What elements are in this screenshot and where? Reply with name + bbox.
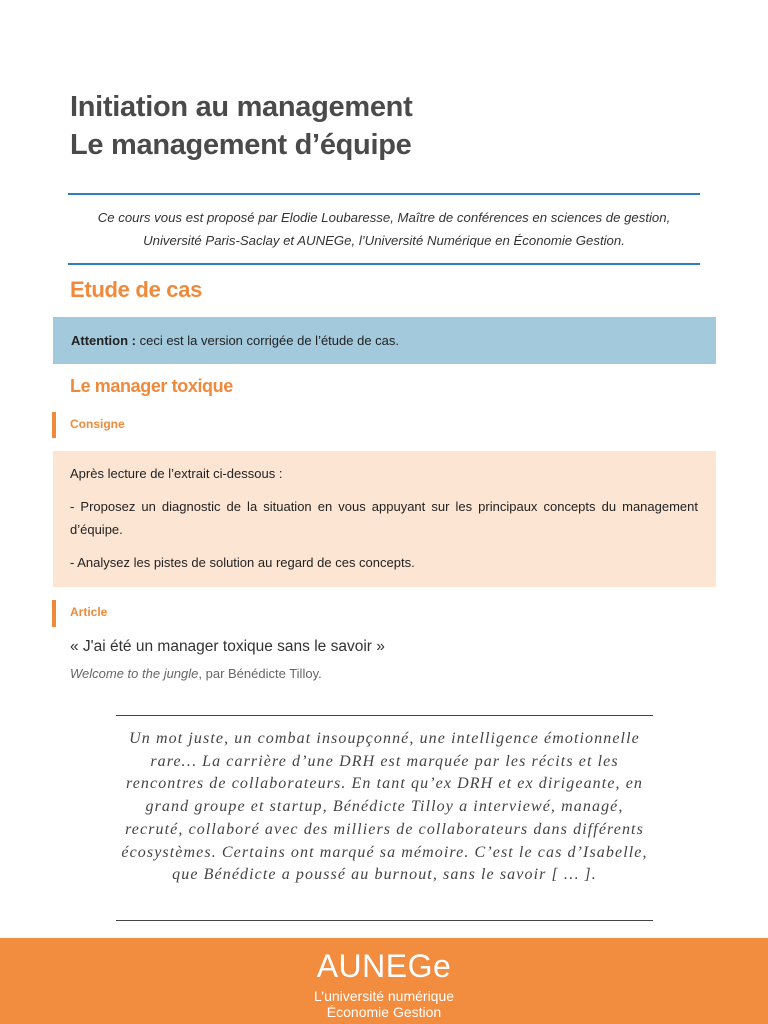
article-source-publication: Welcome to the jungle bbox=[70, 666, 199, 681]
consigne-marker bbox=[52, 412, 56, 438]
quote-bottom-rule bbox=[116, 920, 653, 921]
course-intro: Ce cours vous est proposé par Elodie Loubaresse, Maître de conférences en sciences de gestion, Université Paris-Saclay et AUNEGe, l’Université Numérique en Économie Gestion. bbox=[97, 210, 671, 248]
logo-tagline-1: L’université numérique bbox=[313, 988, 455, 1004]
article-title: « J'ai été un manager toxique sans le savoir » bbox=[70, 638, 385, 655]
quote-top-rule bbox=[116, 715, 653, 716]
footer-banner bbox=[0, 938, 768, 1024]
consigne-box bbox=[53, 451, 716, 587]
consigne-paragraph: - Proposez un diagnostic de la situation en vous appuyant sur les principaux concepts du management d’équipe. bbox=[70, 499, 698, 537]
title-line-1: Initiation au management bbox=[70, 91, 413, 123]
logo-tagline-2: Économie Gestion bbox=[326, 1004, 442, 1020]
article-source bbox=[70, 666, 322, 681]
case-subheading: Le manager toxique bbox=[70, 376, 233, 396]
consigne-paragraph: - Analysez les pistes de solution au regard de ces concepts. bbox=[70, 555, 415, 570]
consigne-label: Consigne bbox=[70, 417, 125, 431]
intro-divider bbox=[68, 263, 700, 265]
attention-notice bbox=[53, 317, 716, 364]
top-divider bbox=[68, 193, 700, 195]
article-marker bbox=[52, 600, 56, 627]
article-source-author: , par Bénédicte Tilloy. bbox=[198, 666, 322, 681]
consigne-paragraph: Après lecture de l’extrait ci-dessous : bbox=[70, 466, 283, 481]
attention-label: Attention : bbox=[71, 333, 136, 348]
aunege-logo: AUNEGe bbox=[316, 948, 452, 984]
article-quote: Un mot juste, un combat insoupçonné, une intelligence émotionnelle rare… La carrière d’une DRH est marquée par les récits et les rencontres de collaborateurs. En tant qu’ex DRH et ex dirigeante, en grand groupe et startup, Bénédicte Tilloy a interviewé, managé, recruté, collaboré avec des milliers de collaborateurs dans différents écosystèmes. Certains ont marqué sa mémoire. C’est le cas d’Isabelle, que Bénédicte a poussé au burnout, sans le savoir [ … ]. bbox=[121, 730, 648, 884]
attention-text: ceci est la version corrigée de l’étude de cas. bbox=[135, 333, 400, 348]
document-title bbox=[70, 88, 412, 164]
article-label: Article bbox=[70, 605, 108, 619]
section-heading: Etude de cas bbox=[70, 277, 203, 302]
title-line-2: Le management d’équipe bbox=[70, 129, 412, 161]
